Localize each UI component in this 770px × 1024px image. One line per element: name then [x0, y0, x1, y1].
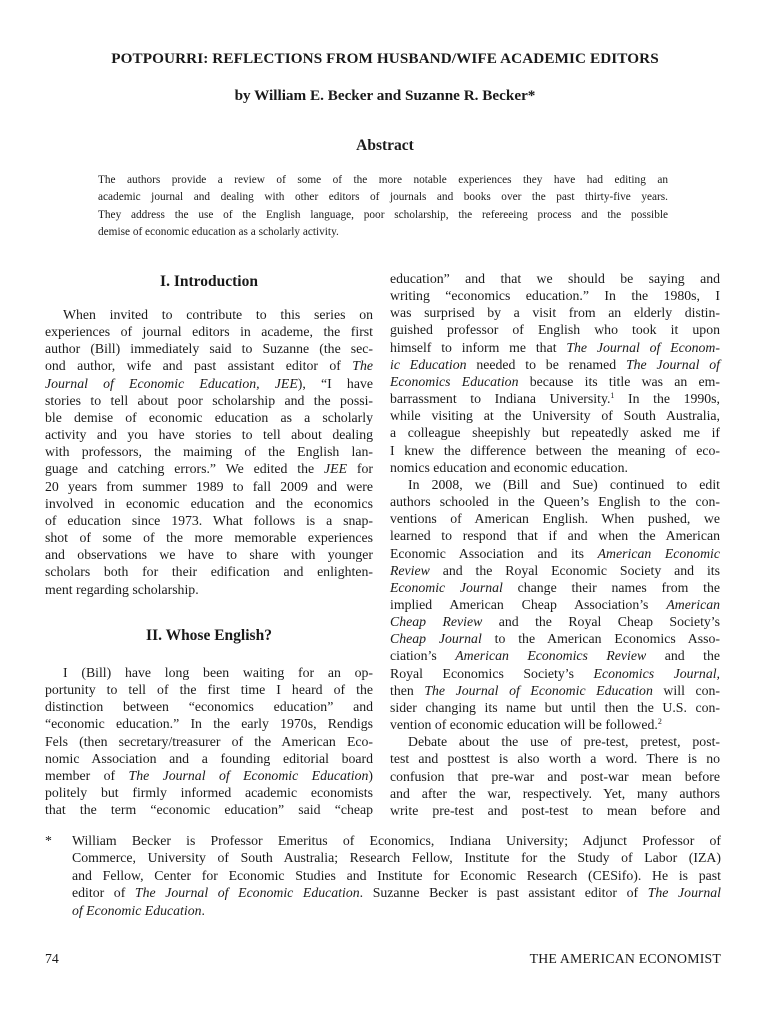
- section-heading-whose-english: II. Whose English?: [146, 627, 272, 644]
- footnote-ref: 2: [657, 717, 662, 727]
- text-run: ble demise of economic education as a scholarly: [45, 409, 373, 425]
- text-run: ), “I have: [297, 375, 373, 391]
- abstract-line: The authors provide a review of some of the more notable experiences they have had editing an: [98, 174, 668, 186]
- text-line: [390, 270, 720, 287]
- text-run: write pre-test and post-test to mean before and: [390, 802, 720, 818]
- text-line: [45, 392, 373, 409]
- text-run: barrassment to Indiana University.: [390, 391, 611, 407]
- text-run: nomic Association and a founding editorial board: [45, 750, 373, 766]
- text-run: I (Bill) have long been waiting for an op-: [63, 665, 373, 680]
- text-line: [45, 733, 373, 750]
- text-run: ): [368, 767, 373, 783]
- introduction-body: [45, 306, 373, 598]
- text-run: stories to tell about poor scholarship and the possi-: [45, 392, 373, 408]
- text-line: [45, 563, 373, 580]
- page-number: 74: [45, 951, 59, 966]
- text-run: change their names from the: [502, 579, 720, 595]
- text-run: with professors, the maiming of the English lan-: [45, 444, 373, 460]
- italic-run: JEE: [324, 461, 347, 477]
- text-run: experiences of journal editors in academe, the first: [45, 324, 373, 340]
- text-run: I knew the difference between the meaning of eco-: [390, 442, 720, 458]
- text-run: and after the war, respectively. Yet, many authors: [390, 785, 720, 801]
- text-run: involved in economic education and the economics: [45, 495, 373, 511]
- abstract-heading: Abstract: [356, 137, 414, 154]
- text-run: ond author, wife and past assistant editor of: [45, 358, 353, 374]
- text-run: because its title was an em-: [518, 373, 720, 389]
- text-line: [45, 495, 373, 512]
- text-line: [45, 801, 373, 818]
- text-line: [390, 699, 720, 716]
- text-line: [45, 443, 373, 460]
- text-line: [45, 426, 373, 443]
- italic-run: American: [666, 596, 720, 612]
- text-line: [390, 407, 720, 424]
- text-run: 20 years from summer 1989 to fall 2009 and were: [45, 478, 373, 494]
- text-line: [45, 375, 373, 392]
- text-run: author (Bill) immediately said to Suzanne (the sec-: [45, 341, 373, 357]
- italic-run: ic Education: [390, 356, 467, 372]
- text-line: [45, 715, 373, 732]
- text-line: [390, 373, 720, 390]
- article-authors: by William E. Becker and Suzanne R. Becker*: [234, 87, 536, 104]
- text-run: needed to be renamed: [466, 356, 626, 372]
- text-line: [390, 390, 720, 407]
- text-run: a colleague sheepishly but repeatedly asked me if: [390, 425, 720, 441]
- text-run: ciation’s: [390, 648, 456, 664]
- text-run: politely but firmly informed academic economists: [45, 785, 373, 801]
- abstract-line: demise of economic education as a scholarly activity.: [98, 226, 339, 239]
- article-title: POTPOURRI: REFLECTIONS FROM HUSBAND/WIFE ACADEMIC EDITORS: [111, 50, 659, 67]
- text-run: that the term “economic education” said “cheap: [45, 802, 373, 818]
- text-line: [390, 562, 720, 579]
- text-run: sider changing its name but until then the U.S. con-: [390, 699, 720, 715]
- italic-run: Review: [390, 562, 430, 578]
- italic-run: American Economics Review: [455, 648, 647, 664]
- text-run: Commerce, University of South Australia; Research Fellow, Institute for the Study of Labor (IZA): [72, 850, 721, 866]
- text-line: [390, 321, 720, 338]
- text-line: [390, 716, 720, 733]
- text-line: [45, 529, 373, 546]
- text-line: [390, 802, 720, 819]
- text-run: In the 1990s,: [614, 391, 720, 407]
- text-run: will con-: [652, 682, 720, 698]
- text-line: [390, 424, 720, 441]
- text-line: [45, 581, 373, 598]
- text-line: [72, 884, 721, 901]
- italic-run: The Journal: [647, 885, 721, 901]
- text-run: of education since 1973. What follows is a snap-: [45, 512, 373, 528]
- text-line: [72, 867, 721, 884]
- text-line: [390, 647, 720, 664]
- footnote-mark: *: [45, 833, 52, 848]
- text-line: [390, 442, 720, 459]
- text-line: [45, 681, 373, 698]
- text-line: [45, 512, 373, 529]
- text-line: [390, 665, 720, 682]
- section-heading-introduction: I. Introduction: [160, 273, 258, 290]
- text-run: authors schooled in the Queen’s English to the con-: [390, 494, 720, 510]
- text-run: .: [201, 902, 205, 918]
- text-line: [390, 785, 720, 802]
- text-line: [390, 613, 720, 630]
- text-line: [390, 750, 720, 767]
- text-line: [45, 698, 373, 715]
- text-run: editor of: [72, 885, 135, 901]
- text-run: was surprised by a visit from an elderly distin-: [390, 305, 720, 321]
- text-line: [390, 596, 720, 613]
- text-run: Fels (then secretary/treasurer of the American Eco-: [45, 733, 373, 749]
- text-line: [45, 323, 373, 340]
- text-run: test and posttest is also worth a word. There is no: [390, 751, 720, 767]
- text-run: When invited to contribute to this series on: [63, 307, 373, 322]
- text-run: portunity to tell of the first time I heard of the: [45, 682, 373, 698]
- italic-run: The Journal of Economic Education: [128, 767, 369, 783]
- italic-run: of Economic Education: [72, 902, 202, 918]
- abstract-line: They address the use of the English language, poor scholarship, the refereeing process and the possible: [98, 208, 668, 221]
- text-line: [45, 306, 373, 323]
- italic-run: Economic Journal: [390, 579, 503, 595]
- text-run: while visiting at the University of South Australia,: [390, 408, 720, 424]
- text-run: learned to respond that if and when the American: [390, 528, 720, 544]
- text-line: [72, 849, 721, 866]
- footnote-ref: 1: [610, 391, 615, 401]
- text-run: to the American Economics Asso-: [481, 631, 721, 647]
- text-run: ment regarding scholarship.: [45, 581, 199, 597]
- text-line: [45, 409, 373, 426]
- text-run: implied American Cheap Association’s: [390, 596, 667, 612]
- abstract-line: academic journal and dealing with other editors of journals and books over the past thirty-five years.: [98, 191, 668, 204]
- text-line: [390, 630, 720, 647]
- italic-run: Cheap Journal: [390, 631, 482, 647]
- text-line: [45, 750, 373, 767]
- italic-run: The Journal of Econom-: [566, 339, 720, 355]
- text-line: [45, 478, 373, 495]
- text-line: [390, 339, 720, 356]
- text-run: confusion that pre-war and post-war mean before: [390, 768, 720, 784]
- text-line: [45, 664, 373, 681]
- text-line: [390, 527, 720, 544]
- journal-name: THE AMERICAN ECONOMIST: [529, 951, 721, 966]
- text-run: “economic education.” In the early 1970s, Rendigs: [45, 716, 373, 732]
- text-line: [72, 902, 721, 919]
- text-line: [390, 476, 720, 493]
- text-line: [390, 459, 720, 476]
- footnote-body: [72, 832, 721, 919]
- text-run: guage and catching errors.” We edited the: [45, 461, 325, 477]
- text-run: distinction between “economics education” and: [45, 699, 373, 715]
- text-run: and Fellow, Center for Economic Studies and Institute for Economic Research (CESifo). He is past: [72, 867, 721, 883]
- italic-run: The: [352, 358, 373, 374]
- text-line: [45, 340, 373, 357]
- right-column-body: [390, 270, 720, 819]
- text-run: for: [347, 461, 373, 477]
- text-line: [45, 784, 373, 801]
- text-line: [72, 832, 721, 849]
- text-run: William Becker is Professor Emeritus of Economics, Indiana University; Adjunct Professor of: [72, 833, 721, 848]
- text-line: [390, 356, 720, 373]
- whose-english-body: [45, 664, 373, 818]
- text-line: [390, 545, 720, 562]
- text-run: and observations we have to share with younger: [45, 547, 373, 563]
- text-run: activity and you have stories to tell about dealing: [45, 427, 373, 443]
- text-line: [45, 460, 373, 477]
- text-run: ventions of American English. When pushed, we: [390, 511, 720, 527]
- text-run: writing “economics education.” In the 1980s, I: [390, 288, 720, 304]
- text-line: [390, 493, 720, 510]
- text-run: nomics education and economic education.: [390, 459, 628, 475]
- text-line: [390, 287, 720, 304]
- italic-run: Economics Journal,: [593, 665, 720, 681]
- text-run: and the Royal Economic Society and its: [429, 562, 720, 578]
- italic-run: The Journal of: [625, 356, 720, 372]
- italic-run: The Journal of Economic Education: [424, 682, 653, 698]
- text-line: [390, 682, 720, 699]
- text-line: [390, 579, 720, 596]
- text-run: and the: [646, 648, 720, 664]
- italic-run: The Journal of Economic Education: [134, 885, 360, 901]
- text-run: member of: [45, 767, 129, 783]
- text-line: [45, 767, 373, 784]
- text-line: [390, 304, 720, 321]
- text-run: In 2008, we (Bill and Sue) continued to edit: [408, 476, 720, 492]
- text-line: [390, 733, 720, 750]
- text-line: [390, 768, 720, 785]
- text-run: and the Royal Cheap Society’s: [482, 614, 721, 630]
- text-run: vention of economic education will be followed.: [390, 717, 658, 733]
- text-run: Debate about the use of pre-test, pretest, post-: [408, 734, 720, 750]
- text-run: himself to inform me that: [390, 339, 567, 355]
- abstract-text: [98, 172, 668, 242]
- text-run: Economic Association and its: [390, 545, 598, 561]
- italic-run: Journal of Economic Education, JEE: [45, 375, 298, 391]
- italic-run: Economics Education: [390, 373, 519, 389]
- text-line: [45, 546, 373, 563]
- italic-run: Cheap Review: [390, 614, 483, 630]
- text-run: guished professor of English who took it upon: [390, 322, 720, 338]
- text-run: Royal Economics Society’s: [390, 665, 594, 681]
- text-run: scholars both for their edification and enlighten-: [45, 564, 373, 580]
- text-line: [45, 357, 373, 374]
- text-run: . Suzanne Becker is past assistant editor of: [359, 885, 648, 901]
- text-line: [390, 510, 720, 527]
- text-run: education” and that we should be saying and: [390, 271, 720, 286]
- text-run: shot of some of the more memorable experiences: [45, 530, 373, 546]
- text-run: then: [390, 682, 425, 698]
- italic-run: American Economic: [597, 545, 720, 561]
